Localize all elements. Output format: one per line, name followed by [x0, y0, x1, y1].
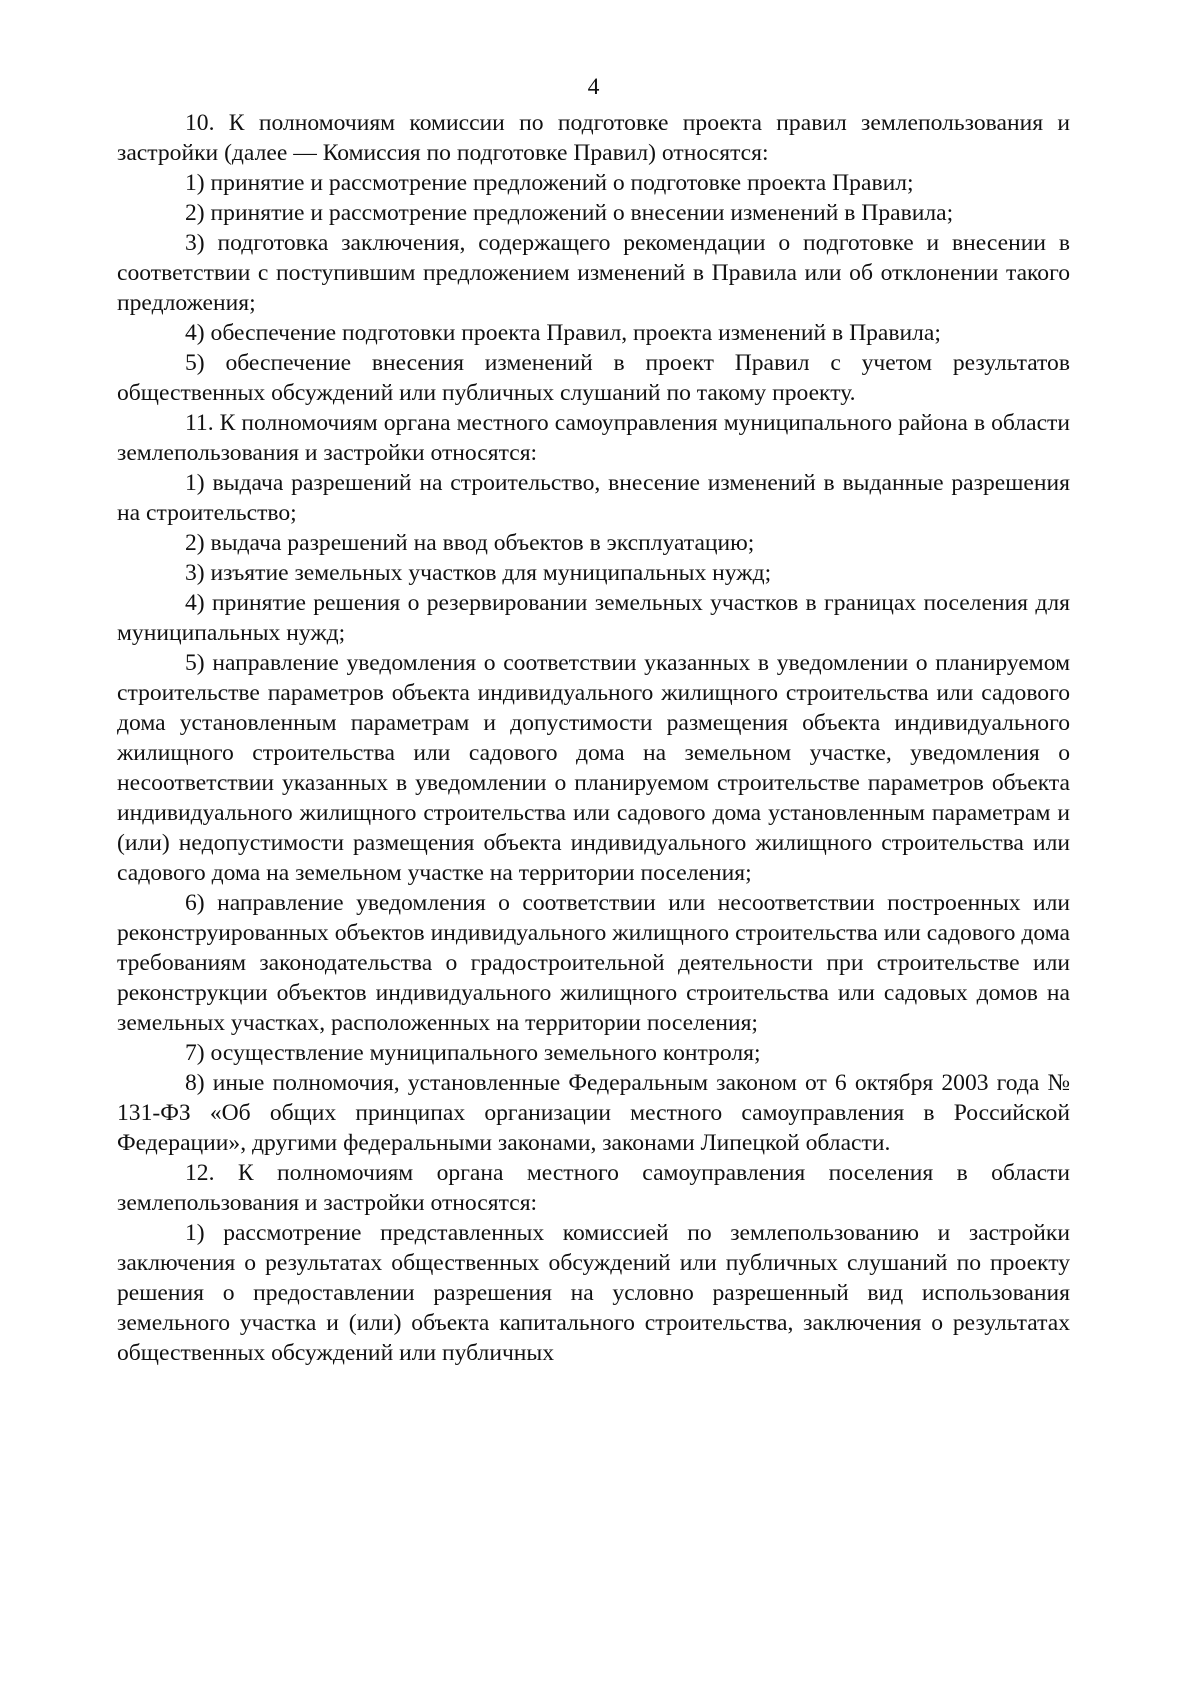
document-page	[117, 72, 1070, 1368]
list-item: 1) принятие и рассмотрение предложений о подготовке проекта Правил;	[185, 170, 914, 196]
list-item: 2) принятие и рассмотрение предложений о внесении изменений в Правила;	[185, 200, 954, 226]
list-item: 7) осуществление муниципального земельного контроля;	[185, 1040, 761, 1066]
list-item: 4) обеспечение подготовки проекта Правил, проекта изменений в Правила;	[185, 320, 941, 346]
list-item: 1) выдача разрешений на строительство, внесение изменений в выданные разрешения на строительство;	[117, 470, 1070, 526]
list-item: 8) иные полномочия, установленные Федеральным законом от 6 октября 2003 года № 131-ФЗ «Об общих принципах организации местного самоуправления в Российской Федерации», другими федеральными законами, законами Липецкой области.	[117, 1070, 1070, 1156]
list-item: 5) направление уведомления о соответствии указанных в уведомлении о планируемом строительстве параметров объекта индивидуального жилищного строительства или садового дома установленным параметрам и допустимости размещения объекта индивидуального жилищного строительства или садового дома на земельном участке, уведомления о несоответствии указанных в уведомлении о планируемом строительстве параметров объекта индивидуального жилищного строительства или садового дома установленным параметрам и (или) недопустимости размещения объекта индивидуального жилищного строительства или садового дома на земельном участке на территории поселения;	[117, 650, 1070, 886]
list-item: 3) изъятие земельных участков для муниципальных нужд;	[185, 560, 772, 586]
paragraph-10: 10. К полномочиям комиссии по подготовке проекта правил землепользования и застройки (далее — Комиссия по подготовке Правил) относятся:	[117, 110, 1070, 166]
list-item: 3) подготовка заключения, содержащего рекомендации о подготовке и внесении в соответствии с поступившим предложением изменений в Правила или об отклонении такого предложения;	[117, 230, 1070, 316]
paragraph-12: 12. К полномочиям органа местного самоуправления поселения в области землепользования и застройки относятся:	[117, 1160, 1070, 1216]
list-item: 1) рассмотрение представленных комиссией по землепользованию и застройки заключения о результатах общественных обсуждений или публичных слушаний по проекту решения о предоставлении разрешения на условно разрешенный вид использования земельного участка и (или) объекта капитального строительства, заключения о результатах общественных обсуждений или публичных	[117, 1220, 1070, 1366]
list-item: 6) направление уведомления о соответствии или несоответствии построенных или реконструированных объектов индивидуального жилищного строительства или садового дома требованиям законодательства о градостроительной деятельности при строительстве или реконструкции объектов индивидуального жилищного строительства или садовых домов на земельных участках, расположенных на территории поселения;	[117, 890, 1070, 1036]
list-item: 5) обеспечение внесения изменений в проект Правил с учетом результатов общественных обсуждений или публичных слушаний по такому проекту.	[117, 350, 1070, 406]
list-item: 2) выдача разрешений на ввод объектов в эксплуатацию;	[185, 530, 755, 556]
page-number: 4	[587, 74, 600, 100]
paragraph-11: 11. К полномочиям органа местного самоуправления муниципального района в области землепользования и застройки относятся:	[117, 410, 1070, 466]
list-item: 4) принятие решения о резервировании земельных участков в границах поселения для муниципальных нужд;	[117, 590, 1070, 646]
